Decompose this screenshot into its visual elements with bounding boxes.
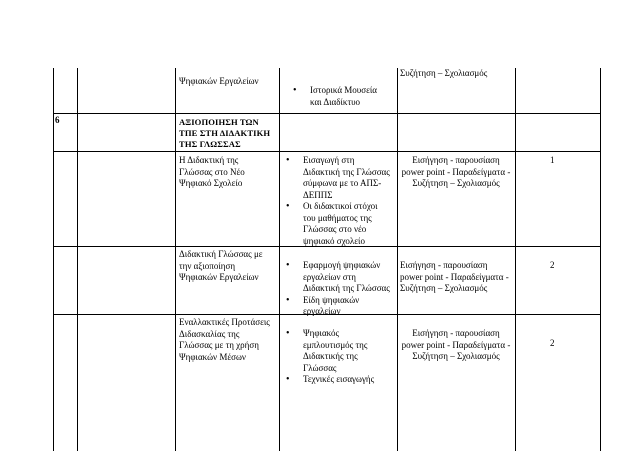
table-rule (600, 68, 601, 451)
method-cell: Εισήγηση - παρουσίαση power point - Παραδείγματα - Συζήτηση – Σχολιασμός (401, 155, 511, 188)
table-rule (53, 151, 601, 152)
bullet-item: • Εισαγωγή στη Διδακτική της Γλώσσας σύμφωνα με το ΑΠΣ- ΔΕΠΠΣ (283, 155, 395, 201)
content-bullets (283, 328, 395, 386)
hours-cell: 2 (550, 260, 555, 270)
bullet-item: • Ψηφιακός εμπλουτισμός της Διδακτικής της Γλώσσας (283, 328, 395, 374)
table-rule (515, 68, 516, 451)
content-bullets (283, 260, 395, 318)
table-rule (53, 68, 54, 451)
topic-cell: Ψηφιακών Εργαλείων (179, 76, 259, 86)
method-cell: Συζήτηση – Σχολιασμός (400, 68, 488, 78)
content-bullets (290, 85, 394, 108)
table-rule (397, 68, 398, 451)
hours-cell: 2 (550, 338, 555, 348)
topic-cell: Η Διδακτική της Γλώσσας στο Νέο Ψηφιακό Σχολείο (179, 155, 245, 188)
bullet-item: • Ιστορικά Μουσεία και Διαδίκτυο (290, 85, 394, 108)
table-rule (53, 113, 601, 114)
section-number: 6 (55, 115, 60, 125)
content-bullets (283, 155, 395, 247)
topic-cell: Εναλλακτικές Προτάσεις Διδασκαλίας της Γλώσσας με τη χρήση Ψηφιακών Μέσων (179, 317, 270, 362)
bullet-item: • Εφαρμογή ψηφιακών εργαλείων στη Διδακτική της Γλώσσας (283, 260, 395, 295)
hours-cell: 1 (550, 155, 555, 165)
bullet-item: • Τεχνικές εισαγωγής (283, 374, 395, 386)
table-rule (175, 68, 176, 451)
table-rule (279, 68, 280, 451)
topic-cell: Διδακτική Γλώσσας με την αξιοποίηση Ψηφιακών Εργαλείων (179, 249, 263, 282)
bullet-item: • Είδη ψηφιακών εργαλείων (283, 295, 395, 318)
bullet-item: • Οι διδακτικοί στόχοι του μαθήματος της Γλώσσας στο νέο ψηφιακό σχολείο (283, 201, 395, 247)
section-heading: ΑΞΙΟΠΟΙΗΣΗ ΤΩΝ ΤΠΕ ΣΤΗ ΔΙΔΑΚΤΙΚΗ ΤΗΣ ΓΛΩΣΣΑΣ (179, 117, 271, 149)
method-cell: Εισήγηση - παρουσίαση power point - Παραδείγματα - Συζήτηση – Σχολιασμός (400, 260, 509, 293)
method-cell: Εισήγηση - παρουσίαση power point - Παραδείγματα - Συζήτηση – Σχολιασμός (401, 328, 511, 361)
table-rule (77, 68, 78, 451)
